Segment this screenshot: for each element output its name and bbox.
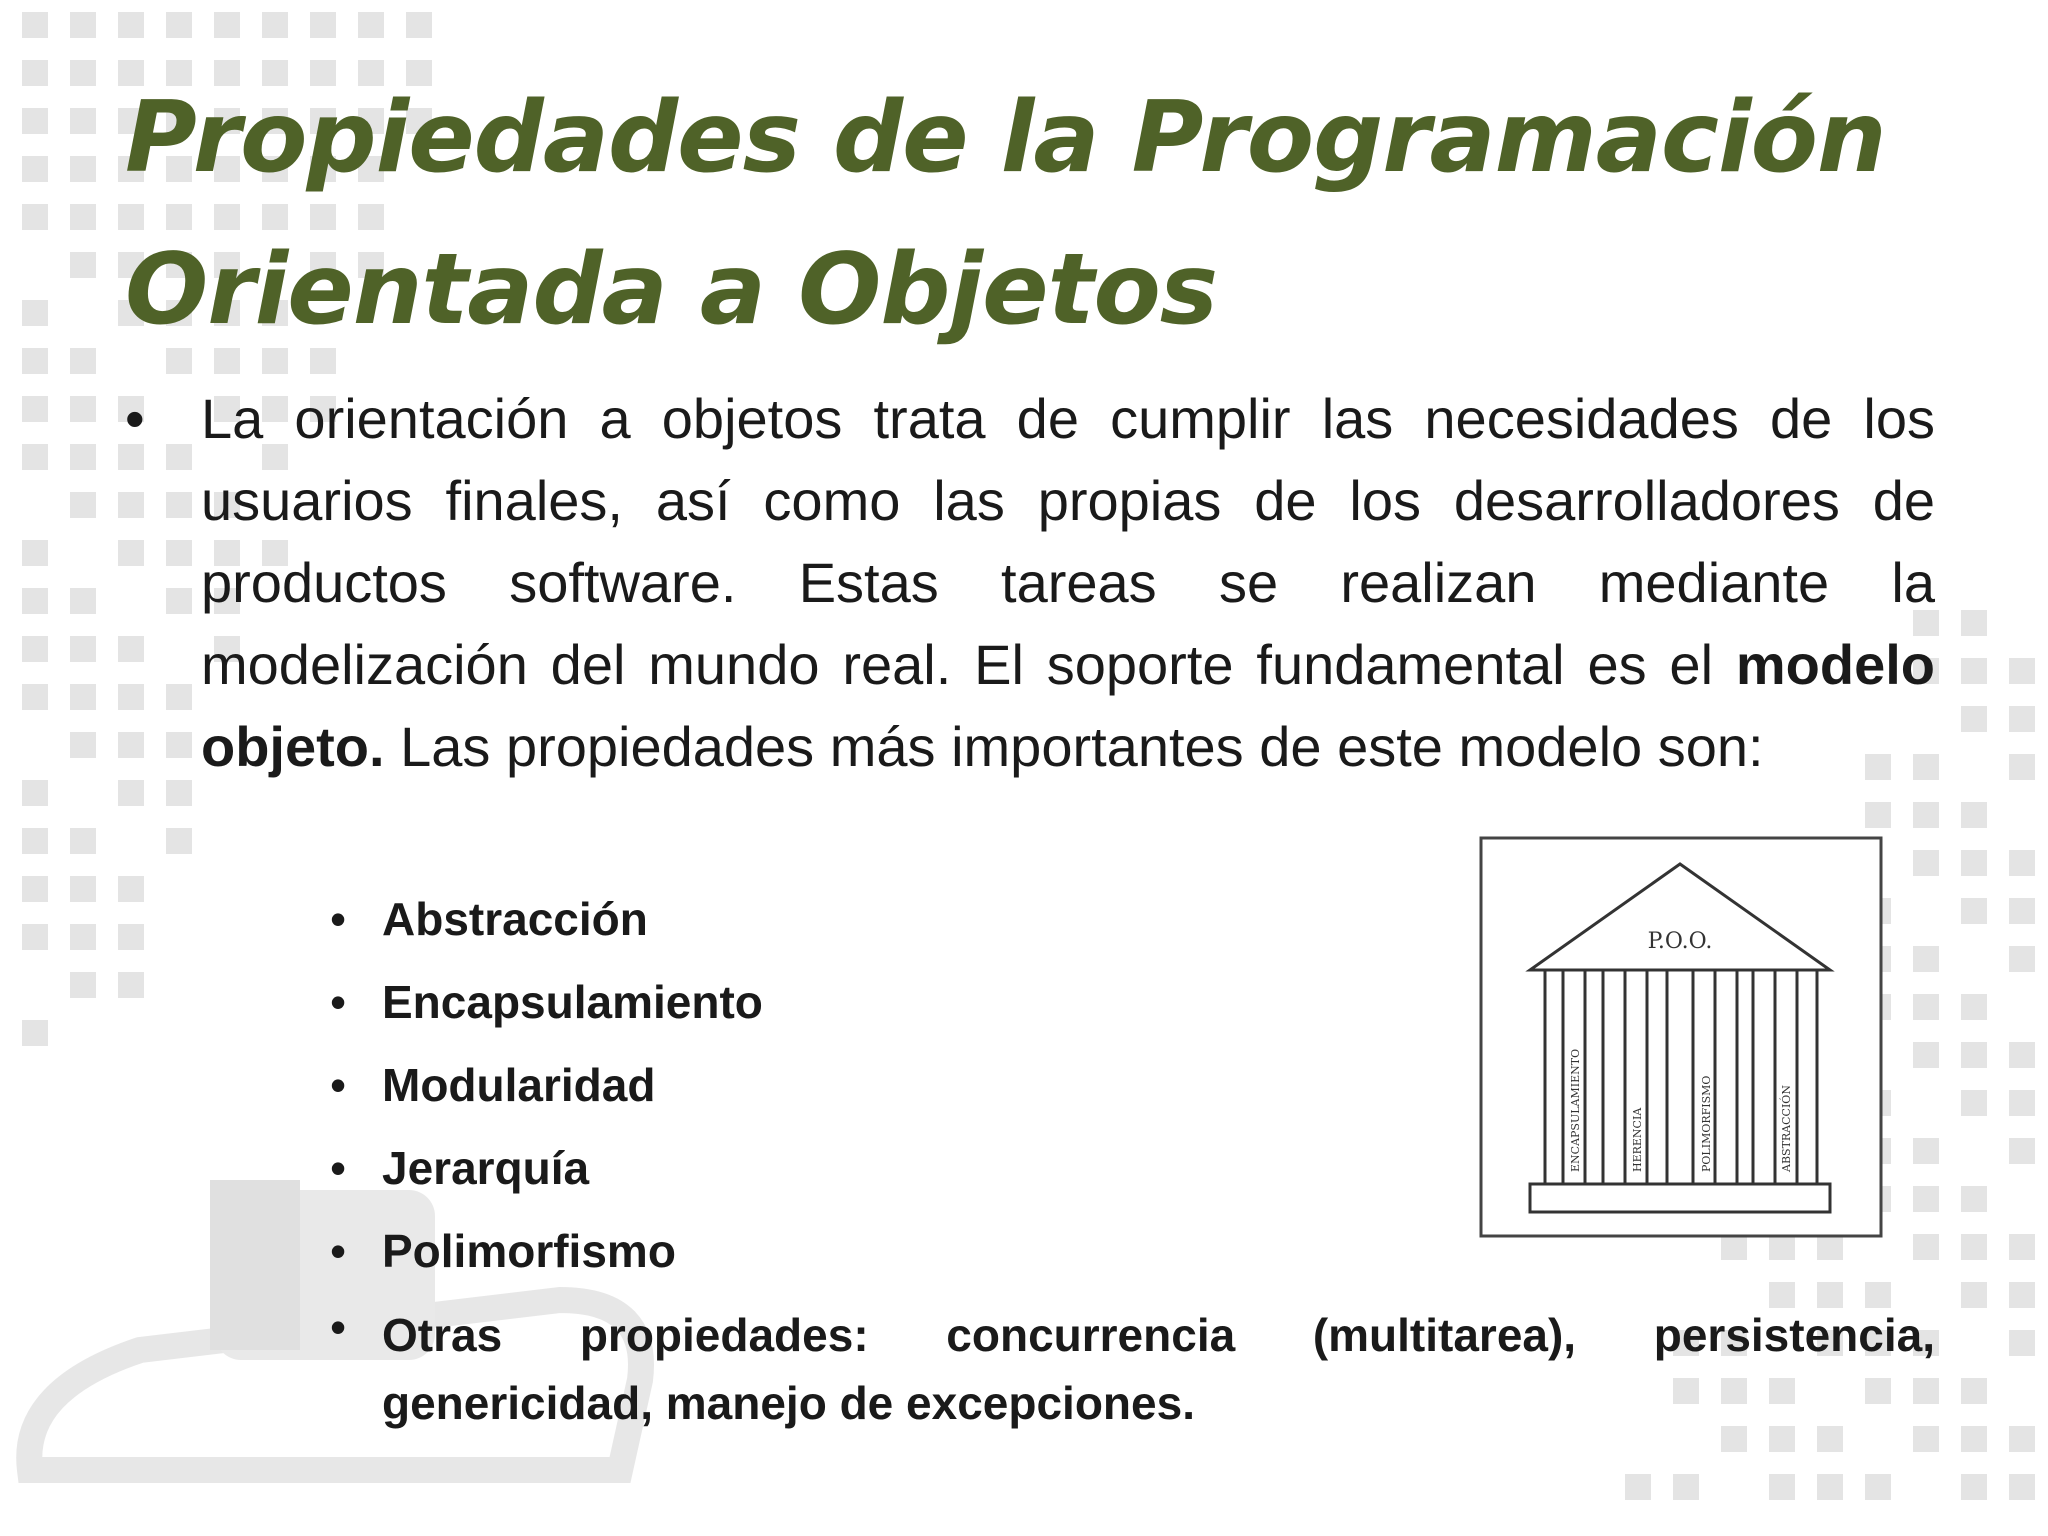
- intro-bullet: •: [125, 387, 145, 450]
- deco-square: [1961, 994, 1987, 1020]
- deco-square: [70, 684, 96, 710]
- deco-square: [22, 876, 48, 902]
- column-label: ENCAPSULAMIENTO: [1569, 1048, 1582, 1172]
- roof-label: P.O.O.: [1647, 929, 1713, 954]
- deco-square: [1913, 802, 1939, 828]
- deco-square: [2009, 1234, 2035, 1260]
- list-item-text: Encapsulamiento: [382, 976, 763, 1028]
- deco-square: [70, 588, 96, 614]
- deco-square: [1961, 1378, 1987, 1404]
- intro-text-before: La orientación a objetos trata de cumplir las necesidades de los usuarios finales, así como las propias de los desarrolladores de productos software. Estas tareas se realizan mediante la modelización del mundo real. El soporte fundamental es el: [201, 387, 1935, 696]
- deco-square: [2009, 898, 2035, 924]
- deco-square: [1961, 658, 1987, 684]
- deco-square: [1625, 1474, 1651, 1500]
- deco-square: [22, 1020, 48, 1046]
- list-item-text: Otras propiedades: concurrencia (multitarea), persistencia, genericidad, manejo de excepciones.: [382, 1309, 1935, 1429]
- deco-square: [1961, 1090, 1987, 1116]
- deco-square: [1817, 1474, 1843, 1500]
- intro-paragraph: [125, 378, 1935, 788]
- deco-square: [358, 12, 384, 38]
- deco-square: [2009, 946, 2035, 972]
- deco-square: [118, 876, 144, 902]
- deco-square: [22, 12, 48, 38]
- deco-square: [118, 12, 144, 38]
- poo-temple-diagram: [1475, 832, 1887, 1242]
- slide-title: [125, 62, 1985, 366]
- deco-square: [214, 12, 240, 38]
- deco-square: [1961, 706, 1987, 732]
- deco-square: [118, 924, 144, 950]
- deco-square: [1961, 1186, 1987, 1212]
- list-item-text: Jerarquía: [382, 1142, 590, 1194]
- deco-square: [2009, 1282, 2035, 1308]
- deco-square: [2009, 850, 2035, 876]
- list-item: [330, 1293, 1935, 1437]
- deco-square: [70, 60, 96, 86]
- deco-square: [22, 396, 48, 422]
- list-item-text: Abstracción: [382, 893, 648, 945]
- intro-text-after: Las propiedades más importantes de este modelo son:: [384, 715, 1764, 778]
- deco-square: [310, 12, 336, 38]
- list-bullet: •: [330, 1059, 347, 1111]
- deco-square: [70, 108, 96, 134]
- deco-square: [1961, 610, 1987, 636]
- deco-square: [2009, 1090, 2035, 1116]
- title-line-1: Propiedades de la Programación: [125, 81, 1886, 195]
- deco-square: [70, 636, 96, 662]
- list-bullet: •: [330, 976, 347, 1028]
- deco-square: [2009, 1138, 2035, 1164]
- deco-square: [2009, 1330, 2035, 1356]
- deco-square: [22, 684, 48, 710]
- deco-square: [2009, 1426, 2035, 1452]
- list-bullet: •: [330, 1301, 347, 1353]
- deco-square: [22, 60, 48, 86]
- deco-square: [70, 156, 96, 182]
- deco-square: [70, 828, 96, 854]
- list-item-text: Polimorfismo: [382, 1225, 676, 1277]
- deco-square: [262, 12, 288, 38]
- deco-square: [1913, 850, 1939, 876]
- list-bullet: •: [330, 893, 347, 945]
- deco-square: [22, 300, 48, 326]
- deco-square: [2009, 1042, 2035, 1068]
- deco-square: [22, 444, 48, 470]
- list-item-text: Modularidad: [382, 1059, 656, 1111]
- deco-square: [1961, 802, 1987, 828]
- deco-square: [1961, 1474, 1987, 1500]
- deco-square: [1865, 1474, 1891, 1500]
- deco-square: [166, 828, 192, 854]
- deco-square: [22, 348, 48, 374]
- temple-base: [1530, 1184, 1830, 1212]
- deco-square: [2009, 706, 2035, 732]
- deco-square: [1961, 1234, 1987, 1260]
- deco-square: [70, 492, 96, 518]
- deco-square: [1865, 802, 1891, 828]
- deco-square: [1961, 898, 1987, 924]
- deco-square: [118, 972, 144, 998]
- list-bullet: •: [330, 1142, 347, 1194]
- intro-bold-term: modelo objeto.: [201, 633, 1935, 778]
- deco-square: [22, 156, 48, 182]
- deco-square: [22, 588, 48, 614]
- deco-square: [22, 828, 48, 854]
- intro-text: [201, 378, 1935, 788]
- deco-square: [22, 204, 48, 230]
- deco-square: [406, 12, 432, 38]
- deco-square: [70, 732, 96, 758]
- deco-square: [70, 396, 96, 422]
- title-line-2: Orientada a Objetos: [125, 233, 1218, 347]
- deco-square: [2009, 1474, 2035, 1500]
- deco-square: [1673, 1474, 1699, 1500]
- column-label: HERENCIA: [1631, 1107, 1644, 1172]
- deco-square: [22, 108, 48, 134]
- column-label: ABSTRACCIÓN: [1780, 1085, 1793, 1172]
- deco-square: [22, 780, 48, 806]
- deco-square: [1961, 1282, 1987, 1308]
- deco-square: [22, 636, 48, 662]
- deco-square: [2009, 658, 2035, 684]
- deco-square: [22, 540, 48, 566]
- deco-square: [22, 924, 48, 950]
- deco-square: [1961, 1426, 1987, 1452]
- deco-square: [70, 876, 96, 902]
- deco-square: [70, 348, 96, 374]
- deco-square: [1961, 850, 1987, 876]
- deco-square: [70, 12, 96, 38]
- deco-square: [2009, 754, 2035, 780]
- deco-square: [1961, 1042, 1987, 1068]
- deco-square: [166, 12, 192, 38]
- deco-square: [1769, 1474, 1795, 1500]
- deco-square: [70, 924, 96, 950]
- deco-square: [70, 972, 96, 998]
- list-bullet: •: [330, 1225, 347, 1277]
- deco-square: [70, 204, 96, 230]
- deco-square: [70, 444, 96, 470]
- deco-square: [70, 252, 96, 278]
- column-label: POLIMORFISMO: [1700, 1075, 1713, 1172]
